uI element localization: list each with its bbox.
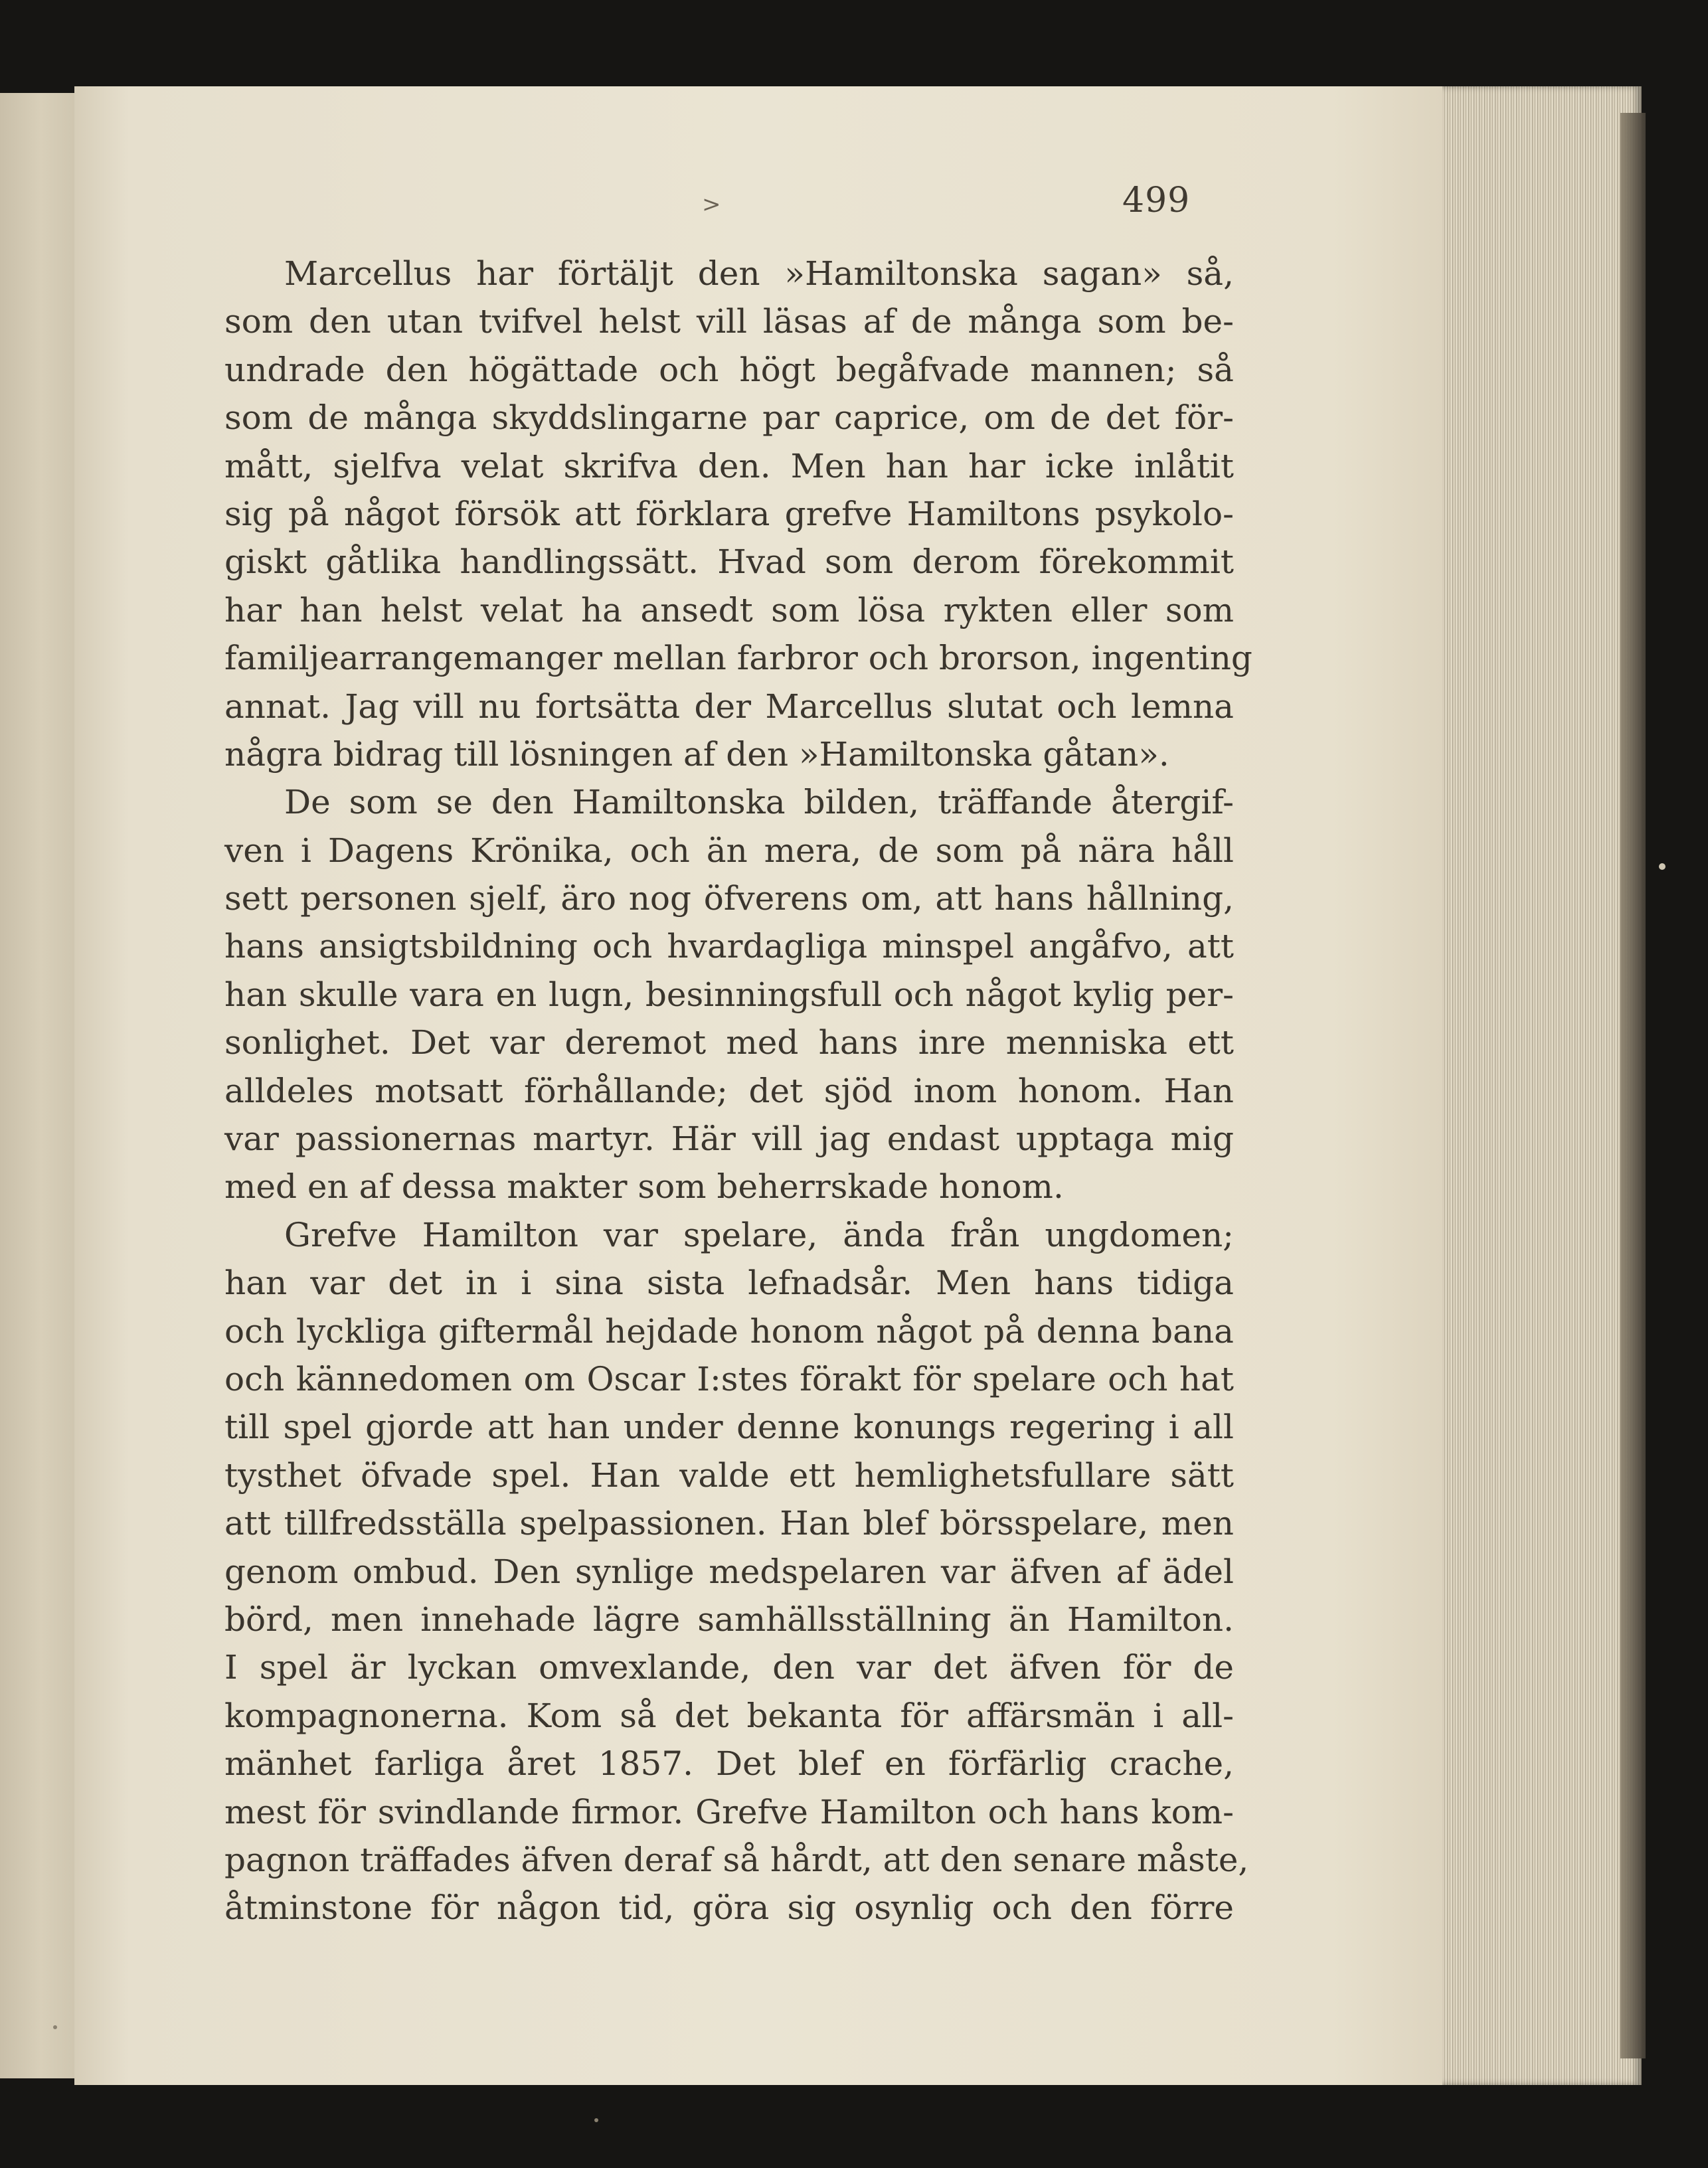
text-line: att tillfredsställa spelpassionen. Han blef börsspelare, men: [224, 1504, 1234, 1543]
text-line: De som se den Hamiltonska bilden, träffande återgif-: [284, 783, 1234, 822]
text-line: tysthet öfvade spel. Han valde ett hemlighetsfullare sätt: [224, 1456, 1234, 1495]
text-line: pagnon träffades äfven deraf så hårdt, att den senare måste,: [224, 1840, 1249, 1879]
text-line: kompagnonerna. Kom så det bekanta för affärsmän i all-: [224, 1696, 1234, 1735]
text-line: som den utan tvifvel helst vill läsas af de många som be-: [224, 302, 1234, 341]
page-stack-edge: [1442, 86, 1642, 2085]
text-line: var passionernas martyr. Här vill jag endast upptaga mig: [224, 1120, 1234, 1159]
text-line: alldeles motsatt förhållande; det sjöd inom honom. Han: [224, 1071, 1234, 1110]
text-line: till spel gjorde att han under denne konungs regering i all: [224, 1408, 1234, 1447]
text-line: Marcellus har förtäljt den »Hamiltonska sagan» så,: [284, 254, 1234, 293]
text-line: sett personen sjelf, äro nog öfverens om, att hans hållning,: [224, 879, 1234, 918]
text-line: undrade den högättade och högt begåfvade mannen; så: [224, 350, 1234, 389]
text-line: annat. Jag vill nu fortsätta der Marcellus slutat och lemna: [224, 687, 1234, 726]
text-line: och lyckliga giftermål hejdade honom något på denna bana: [224, 1311, 1234, 1351]
text-line: han var det in i sina sista lefnadsår. Men hans tidiga: [224, 1264, 1234, 1303]
text-line: mänhet farliga året 1857. Det blef en förfärlig crache,: [224, 1744, 1234, 1784]
text-line: sonlighet. Det var deremot med hans inre menniska ett: [224, 1023, 1234, 1062]
text-line: och kännedomen om Oscar I:stes förakt för spelare och hat: [224, 1359, 1234, 1398]
text-line: med en af dessa makter som beherrskade honom.: [224, 1167, 1064, 1207]
text-line: som de många skyddslingarne par caprice, om de det för-: [224, 398, 1234, 438]
dust-speck: [1659, 863, 1665, 870]
dust-speck: [53, 2025, 57, 2029]
text-line: giskt gåtlika handlingssätt. Hvad som derom förekommit: [224, 542, 1234, 582]
text-line: några bidrag till lösningen af den »Hamiltonska gåtan».: [224, 734, 1169, 774]
text-line: ven i Dagens Krönika, och än mera, de som på nära håll: [224, 831, 1234, 870]
text-line: mått, sjelfva velat skrifva den. Men han har icke inlåtit: [224, 446, 1234, 485]
text-line: Grefve Hamilton var spelare, ända från ungdomen;: [284, 1215, 1234, 1254]
text-line: han skulle vara en lugn, besinningsfull och något kylig per-: [224, 975, 1234, 1014]
book-spine-shadow: [1620, 113, 1646, 2058]
text-line: mest för svindlande firmor. Grefve Hamilton och hans kom-: [224, 1792, 1234, 1831]
text-line: I spel är lyckan omvexlande, den var det äfven för de: [224, 1648, 1234, 1687]
text-line: familjearrangemanger mellan farbror och brorson, ingenting: [224, 639, 1252, 678]
page-number: 499: [1122, 181, 1191, 220]
text-line: hans ansigtsbildning och hvardagliga minspel angåfvo, att: [224, 927, 1234, 966]
text-line: börd, men innehade lägre samhällsställning än Hamilton.: [224, 1600, 1234, 1639]
text-line: sig på något försök att förklara grefve Hamiltons psykolo-: [224, 494, 1234, 533]
text-line: genom ombud. Den synlige medspelaren var äfven af ädel: [224, 1552, 1234, 1591]
dust-speck: [594, 2118, 598, 2122]
header-mark: >: [702, 191, 721, 218]
left-page-edge: [0, 93, 76, 2078]
text-line: har han helst velat ha ansedt som lösa rykten eller som: [224, 590, 1234, 629]
text-line: åtminstone för någon tid, göra sig osynlig och den förre: [224, 1888, 1234, 1928]
body-text: [224, 250, 1252, 1932]
